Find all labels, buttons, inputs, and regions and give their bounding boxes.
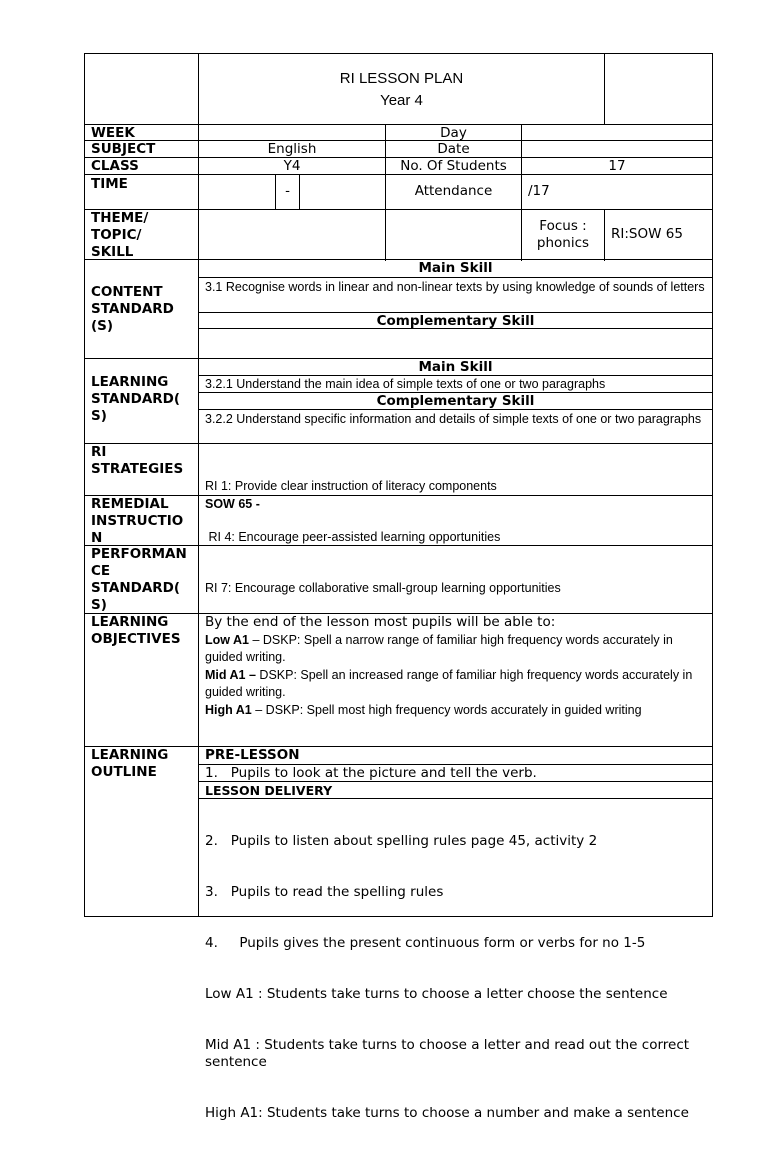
objectives-label-line: LEARNING: [91, 614, 169, 630]
objective-item: [199, 632, 712, 667]
ri-strategies-label: [85, 444, 199, 497]
objective-level: High A1: [205, 703, 252, 717]
theme-row: [85, 209, 712, 261]
attendance-value: /17: [528, 183, 550, 199]
learning-standard-label: [85, 359, 199, 445]
objective-item: [199, 702, 712, 720]
theme-label-line: TOPIC/: [91, 227, 142, 243]
performance-row: [85, 545, 712, 615]
lesson-delivery-item: 3. Pupils to read the spelling rules: [205, 884, 444, 900]
objective-level: Mid A1 –: [205, 668, 256, 682]
content-main-skill-text: 3.1 Recognise words in linear and non-linear texts by using knowledge of sounds of letters: [199, 277, 712, 312]
objective-level: Low A1: [205, 633, 249, 647]
focus-cell: [522, 210, 605, 261]
subject-label: SUBJECT: [85, 141, 199, 158]
students-value: 17: [608, 158, 626, 174]
learning-standard-body: [199, 359, 712, 445]
learning-standard-row: [85, 358, 712, 445]
lesson-delivery-list: [199, 798, 712, 1121]
focus-value: phonics: [536, 235, 590, 251]
time-start: [199, 175, 276, 210]
objective-text: DSKP: Spell an increased range of familiar high frequency words accurately in guided writing.: [205, 668, 693, 699]
header-row: [85, 54, 712, 125]
performance-label-line: STANDARD(: [91, 580, 181, 596]
header-blank-right: [605, 54, 712, 125]
remedial-value: SOW 65 -: [205, 497, 260, 511]
outline-label-line: LEARNING: [91, 747, 169, 763]
time-label: TIME: [85, 175, 199, 210]
performance-label-line: PERFORMAN: [91, 546, 187, 562]
date-value: [522, 141, 712, 158]
remedial-label-line: INSTRUCTIO: [91, 513, 184, 529]
ri-strategy-item: RI 4: Encourage peer-assisted learning opportunities: [205, 530, 501, 544]
students-label: No. Of Students: [386, 158, 522, 175]
lesson-delivery-item: 4. Pupils gives the present continuous form or verbs for no 1-5: [205, 935, 646, 951]
objectives-body: [199, 614, 712, 748]
remedial-label: [85, 496, 199, 547]
ri-strategy-item: RI 7: Encourage collaborative small-group learning opportunities: [205, 581, 561, 595]
outline-row: [85, 746, 712, 1121]
subject-row: [85, 140, 712, 158]
header-blank-left: [85, 54, 199, 125]
page-title: RI LESSON PLAN: [339, 70, 464, 87]
differentiation-item: Mid A1 : Students take turns to choose a letter and read out the correct sentence: [205, 1037, 694, 1070]
performance-label-line: CE: [91, 563, 111, 579]
remedial-label-line: REMEDIAL: [91, 496, 169, 512]
learning-main-skill-heading: Main Skill: [418, 359, 493, 375]
remedial-label-line: N: [91, 530, 103, 546]
time-end: [300, 175, 386, 210]
objectives-label: [85, 614, 199, 748]
content-standard-label-line: (S): [91, 318, 114, 334]
outline-body: [199, 747, 712, 1121]
content-standard-label-line: STANDARD: [91, 301, 174, 317]
header-title-cell: [199, 54, 605, 125]
objectives-label-line: OBJECTIVES: [91, 631, 181, 647]
ri-strategies-label-line: RI: [91, 444, 107, 460]
objective-item: [199, 667, 712, 702]
attendance-label: Attendance: [386, 175, 522, 210]
class-label: CLASS: [85, 158, 199, 175]
ri-strategies-label-line: STRATEGIES: [91, 461, 184, 477]
sow-value: RI:SOW 65: [611, 226, 683, 242]
time-row: [85, 174, 712, 210]
time-separator: -: [276, 175, 300, 210]
remedial-row: [85, 495, 712, 547]
content-standard-row: [85, 259, 712, 360]
theme-label-line: SKILL: [91, 244, 134, 260]
content-standard-label: [85, 260, 199, 360]
content-complementary-heading: Complementary Skill: [199, 312, 712, 329]
date-label: Date: [386, 141, 522, 158]
learning-complementary-text: 3.2.2 Understand specific information and details of simple texts of one or two paragraphs: [199, 409, 712, 445]
performance-label-line: S): [91, 597, 107, 613]
theme-value: [199, 210, 386, 261]
lesson-plan-table: [84, 53, 713, 1121]
learning-main-skill-text: 3.2.1 Understand the main idea of simple texts of one or two paragraphs: [199, 375, 712, 393]
content-complementary-text: [199, 328, 712, 359]
objectives-intro: By the end of the lesson most pupils will be able to:: [205, 614, 556, 630]
outline-label-line: OUTLINE: [91, 764, 157, 780]
outline-label: [85, 747, 199, 916]
day-label: Day: [386, 125, 522, 142]
differentiation-item: High A1: Students take turns to choose a number and make a sentence: [205, 1105, 689, 1121]
objective-text: – DSKP: Spell most high frequency words accurately in guided writing: [251, 703, 642, 717]
learning-standard-label-line: LEARNING: [91, 374, 169, 390]
ri-strategy-item: RI 1: Provide clear instruction of literacy components: [205, 479, 497, 493]
pre-lesson-heading: PRE-LESSON: [205, 747, 300, 763]
pre-lesson-item: 1. Pupils to look at the picture and tell the verb.: [199, 764, 712, 781]
subject-value: English: [199, 141, 386, 158]
content-standard-body: [199, 260, 712, 360]
class-value: Y4: [199, 158, 386, 175]
learning-standard-label-line: S): [91, 408, 107, 424]
page-subtitle: Year 4: [380, 92, 423, 109]
content-main-skill-heading: Main Skill: [418, 260, 493, 276]
topic-value: [386, 210, 522, 261]
theme-label-line: THEME/: [91, 210, 149, 226]
lesson-delivery-heading: LESSON DELIVERY: [199, 781, 712, 798]
differentiation-item: Low A1 : Students take turns to choose a letter choose the sentence: [205, 986, 668, 1002]
objectives-row: [85, 613, 712, 748]
lesson-delivery-item: 2. Pupils to listen about spelling rules page 45, activity 2: [205, 833, 598, 849]
performance-label: [85, 546, 199, 615]
content-standard-label-line: CONTENT: [91, 284, 163, 300]
learning-standard-label-line: STANDARD(: [91, 391, 181, 407]
objective-text: – DSKP: Spell a narrow range of familiar high frequency words accurately in guided writing.: [205, 633, 673, 664]
learning-complementary-heading: Complementary Skill: [199, 392, 712, 409]
focus-label: Focus :: [539, 218, 587, 234]
class-row: [85, 157, 712, 175]
week-label: WEEK: [85, 125, 199, 142]
performance-value: [199, 546, 712, 615]
theme-label: [85, 210, 199, 261]
